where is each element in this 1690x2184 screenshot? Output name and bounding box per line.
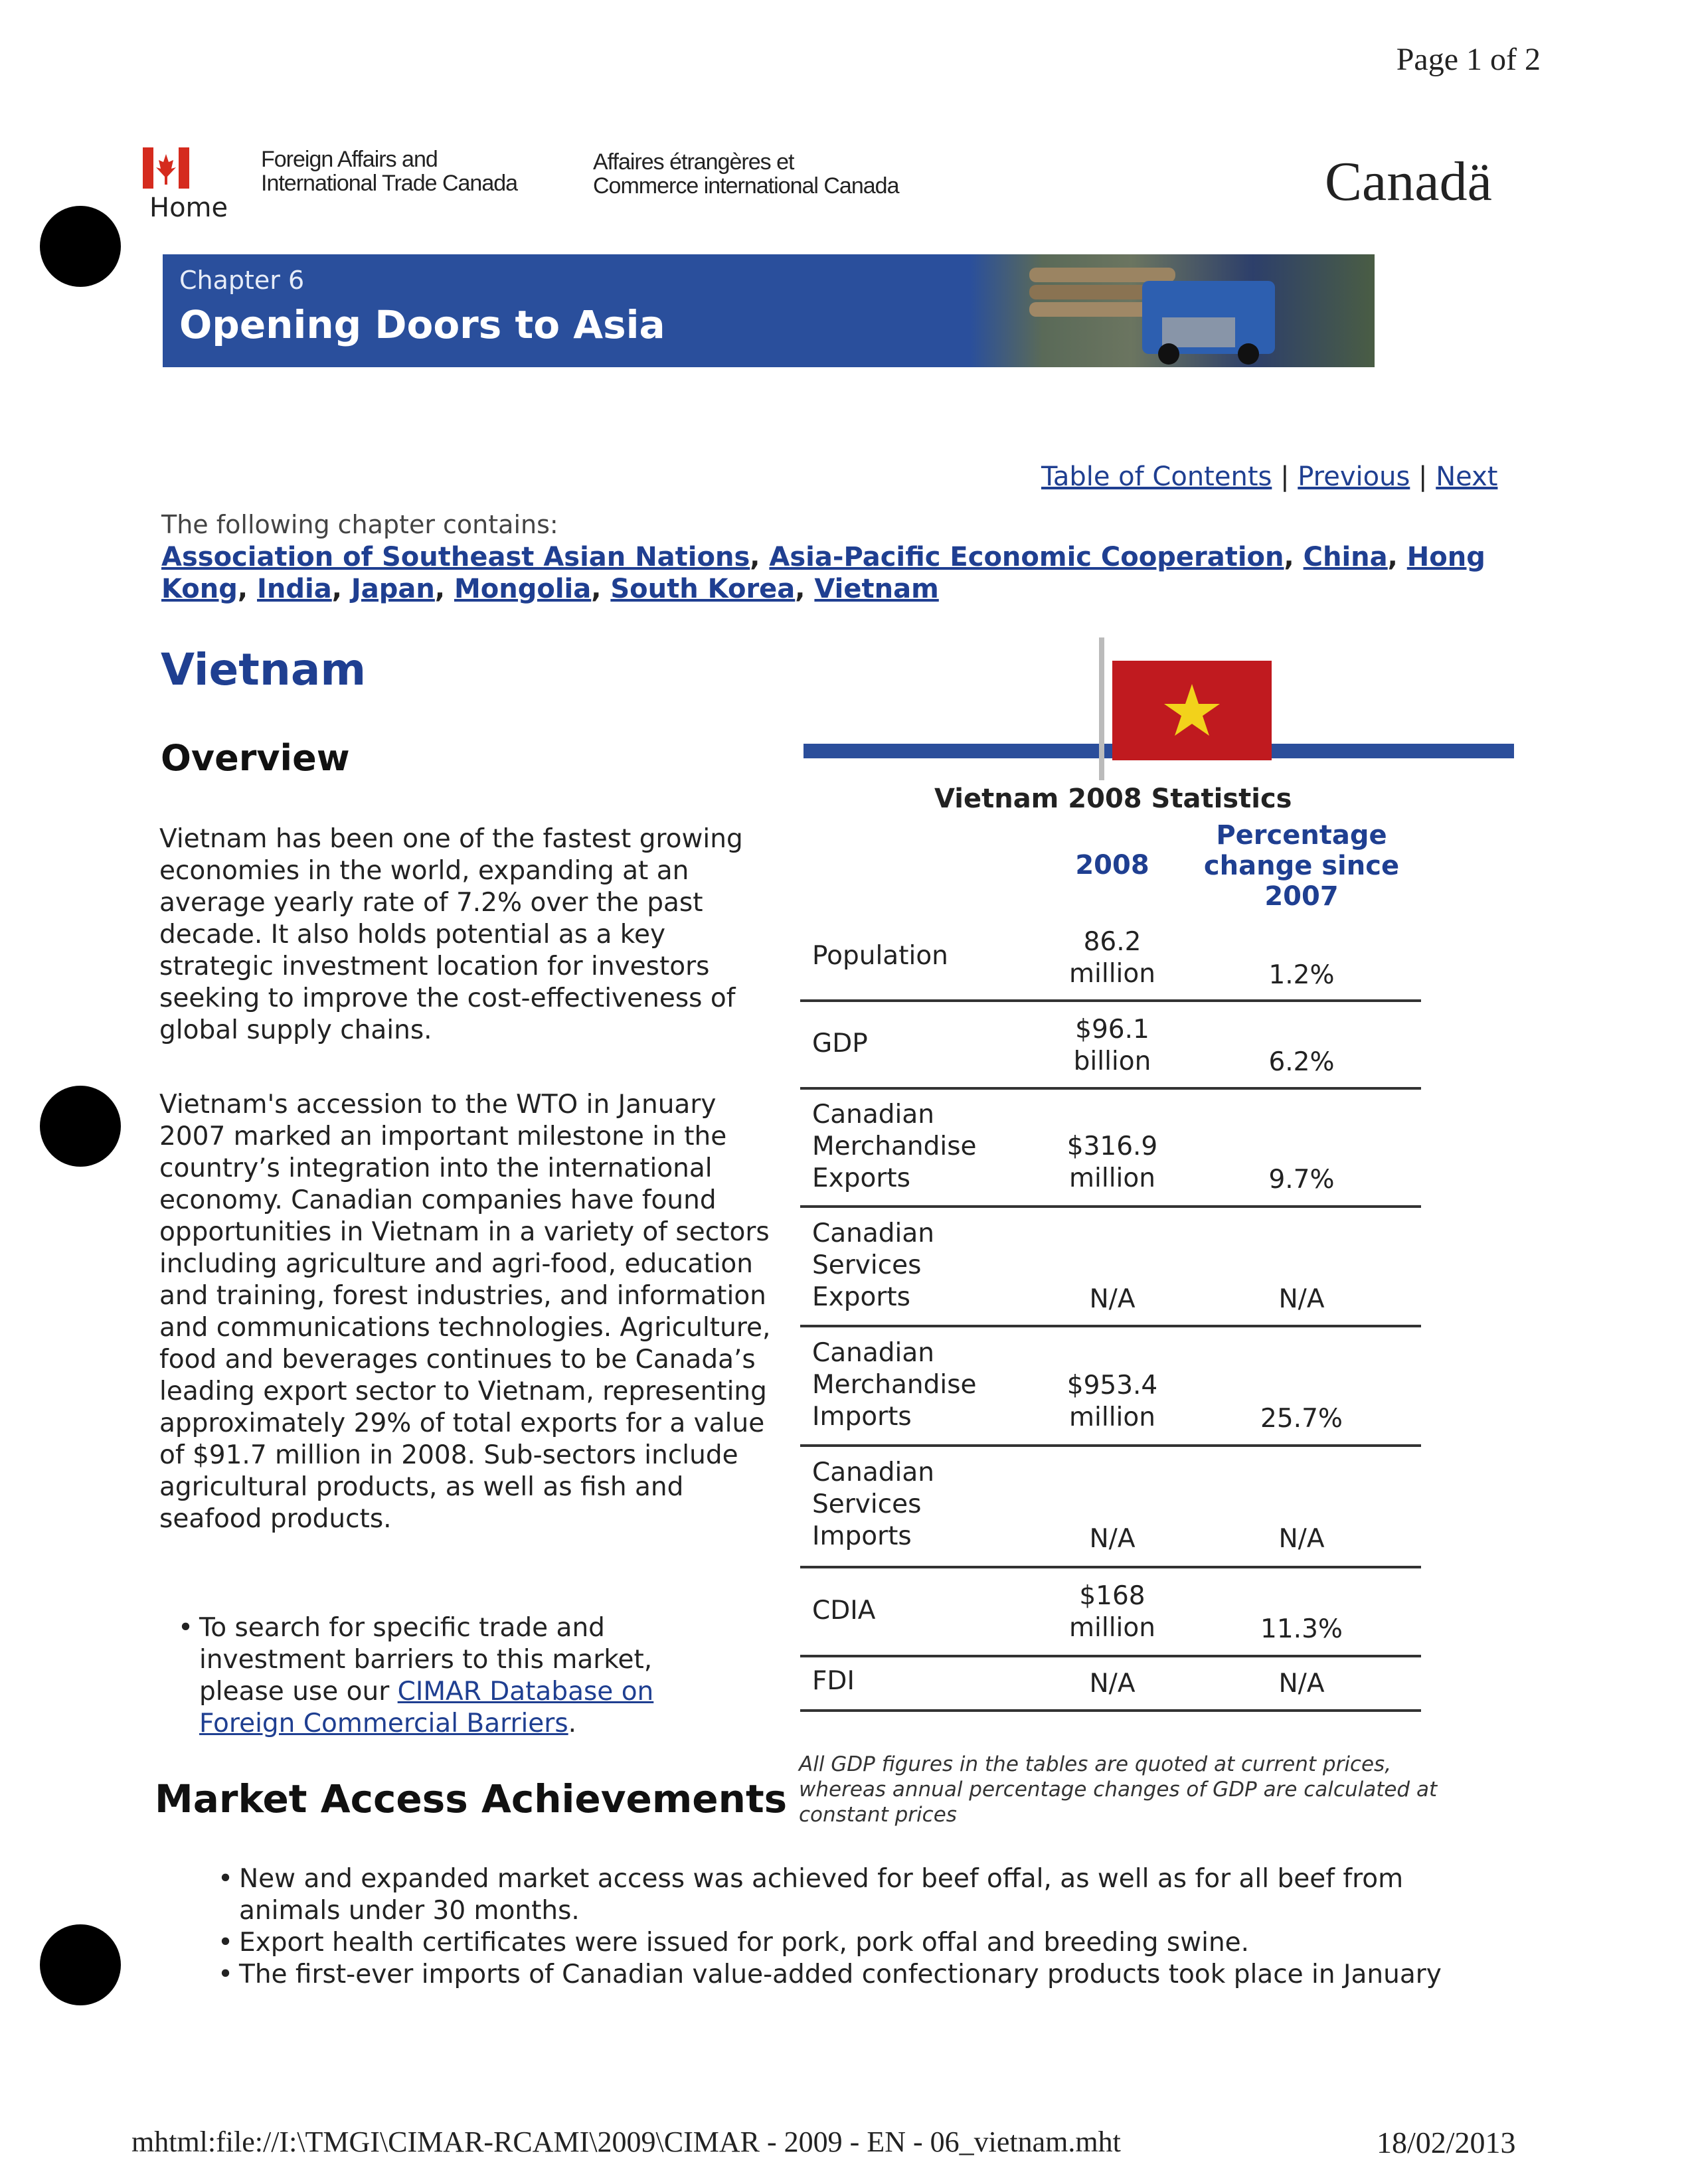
list-item: • Export health certificates were issued for pork, pork offal and breeding swine.	[218, 1928, 1250, 1958]
country-link-vietnam[interactable]: Vietnam	[814, 574, 939, 604]
stats-footnote: All GDP figures in the tables are quoted at current prices, whereas annual percentage changes of GDP are calculated at constant prices	[799, 1752, 1438, 1827]
stats-row-label-services-exports: Canadian Services Exports	[812, 1218, 934, 1312]
stats-value-services-exports: N/A	[1089, 1284, 1136, 1314]
row-divider	[800, 1205, 1421, 1208]
home-link[interactable]: Home	[149, 193, 228, 223]
overview-paragraph-2: Vietnam's accession to the WTO in January 2007 marked an important milestone in the country’s integration into the international economy. Canadian companies have found opportunities in Vietnam in a variety of sectors including agriculture and agri-food, education and training, forest industries, and information and communications technologies. Agriculture, food and beverages continues to be Canada’s leading export sector to Vietnam, representing approximately 29% of total exports for a value of $91.7 million in 2008. Sub-sectors include agricultural products, as well as fish and seafood products.	[159, 1090, 771, 1534]
row-divider	[800, 1325, 1421, 1327]
stats-change-services-exports: N/A	[1278, 1284, 1325, 1314]
chapter-number: Chapter 6	[179, 266, 305, 295]
dept-name-fr: Affaires étrangères et Commerce international Canada	[593, 149, 899, 199]
country-links: Association of Southeast Asian Nations, Asia-Pacific Economic Cooperation, China, Hong Kong, India, Japan, Mongolia, South Korea, Vietnam	[161, 542, 1485, 604]
stats-row-label-population: Population	[812, 941, 948, 971]
country-link-hong-kong[interactable]: Hong Kong	[161, 542, 1485, 604]
previous-link[interactable]: Previous	[1298, 462, 1410, 492]
stats-value-cdia: $168 million	[1069, 1581, 1155, 1643]
stats-change-services-imports: N/A	[1278, 1524, 1325, 1554]
chapter-contents-intro: The following chapter contains:	[161, 510, 558, 539]
overview-paragraph-1: Vietnam has been one of the fastest growing economies in the world, expanding at an average yearly rate of 7.2% over the past decade. It also holds potential as a key strategic investment location for investors seeking to improve the cost-effectiveness of global supply chains.	[159, 824, 743, 1045]
chapter-title: Opening Doors to Asia	[179, 302, 665, 347]
flag-pole	[1099, 637, 1104, 780]
row-divider	[800, 1655, 1421, 1657]
page-number: Page 1 of 2	[1396, 42, 1541, 77]
stats-change-merch-exports: 9.7%	[1268, 1165, 1335, 1195]
stats-value-services-imports: N/A	[1089, 1524, 1136, 1554]
stats-change-merch-imports: 25.7%	[1260, 1404, 1343, 1434]
stats-change-cdia: 11.3%	[1260, 1614, 1343, 1644]
stats-change-population: 1.2%	[1268, 960, 1335, 990]
stats-row-label-merch-exports: Canadian Merchandise Exports	[812, 1100, 977, 1193]
country-link-japan[interactable]: Japan	[351, 574, 435, 604]
cimar-bullet: • To search for specific trade and investment barriers to this market, please use our CIMAR Database on Foreign Commercial Barriers.	[178, 1613, 654, 1738]
overview-heading: Overview	[161, 737, 350, 779]
punch-hole-middle	[40, 1086, 121, 1167]
logging-truck-image	[970, 254, 1375, 367]
country-link-south-korea[interactable]: South Korea	[610, 574, 796, 604]
stats-value-merch-imports: $953.4 million	[1066, 1371, 1158, 1432]
column-header-change: Percentage change since 2007	[1203, 820, 1400, 912]
nav-separator: |	[1280, 462, 1290, 492]
stats-change-fdi: N/A	[1278, 1669, 1325, 1699]
stats-row-label-gdp: GDP	[812, 1029, 868, 1058]
country-link-apec[interactable]: Asia-Pacific Economic Cooperation	[769, 542, 1284, 572]
stats-row-label-cdia: CDIA	[812, 1596, 876, 1626]
stats-value-population: 86.2 million	[1069, 927, 1155, 989]
stats-value-fdi: N/A	[1089, 1669, 1136, 1699]
row-divider	[800, 999, 1421, 1002]
country-link-india[interactable]: India	[257, 574, 332, 604]
stats-value-merch-exports: $316.9 million	[1066, 1132, 1158, 1193]
country-link-china[interactable]: China	[1303, 542, 1388, 572]
stats-change-gdp: 6.2%	[1268, 1047, 1335, 1077]
row-divider	[800, 1087, 1421, 1090]
stats-table-title: Vietnam 2008 Statistics	[934, 784, 1292, 814]
footer-file-path: mhtml:file://I:\TMGI\CIMAR-RCAMI\2009\CIMAR - 2009 - EN - 06_vietnam.mht	[131, 2126, 1121, 2158]
row-divider	[800, 1444, 1421, 1447]
page-title: Vietnam	[161, 644, 367, 695]
footer-date: 18/02/2013	[1377, 2126, 1516, 2159]
row-divider	[800, 1566, 1421, 1568]
stats-row-label-merch-imports: Canadian Merchandise Imports	[812, 1338, 977, 1432]
market-access-heading: Market Access Achievements	[155, 1776, 788, 1821]
cimar-database-link[interactable]: CIMAR Database on Foreign Commercial Barriers	[199, 1677, 654, 1738]
stats-row-label-fdi: FDI	[812, 1666, 855, 1696]
dept-name-en: Foreign Affairs and International Trade Canada	[261, 147, 518, 196]
list-item: • New and expanded market access was achieved for beef offal, as well as for all beef from animals under 30 months.	[218, 1864, 1404, 1926]
nav-separator: |	[1418, 462, 1428, 492]
vietnam-flag-icon	[1112, 661, 1272, 760]
next-link[interactable]: Next	[1436, 462, 1498, 492]
stats-value-gdp: $96.1 billion	[1073, 1015, 1151, 1076]
country-link-mongolia[interactable]: Mongolia	[454, 574, 592, 604]
canada-wordmark: Canadä	[1325, 151, 1492, 212]
list-item: • The first-ever imports of Canadian value-added confectionary products took place in January	[218, 1960, 1442, 1989]
page-navigation	[1041, 462, 1497, 492]
column-header-2008: 2008	[1075, 850, 1149, 881]
stats-row-label-services-imports: Canadian Services Imports	[812, 1458, 934, 1551]
row-divider	[800, 1709, 1421, 1712]
canada-flag-icon	[143, 147, 189, 189]
market-access-list	[218, 1863, 1501, 1991]
country-link-asean[interactable]: Association of Southeast Asian Nations	[161, 542, 750, 572]
table-of-contents-link[interactable]: Table of Contents	[1041, 462, 1272, 492]
punch-hole-bottom	[40, 1924, 121, 2005]
punch-hole-top	[40, 206, 121, 287]
